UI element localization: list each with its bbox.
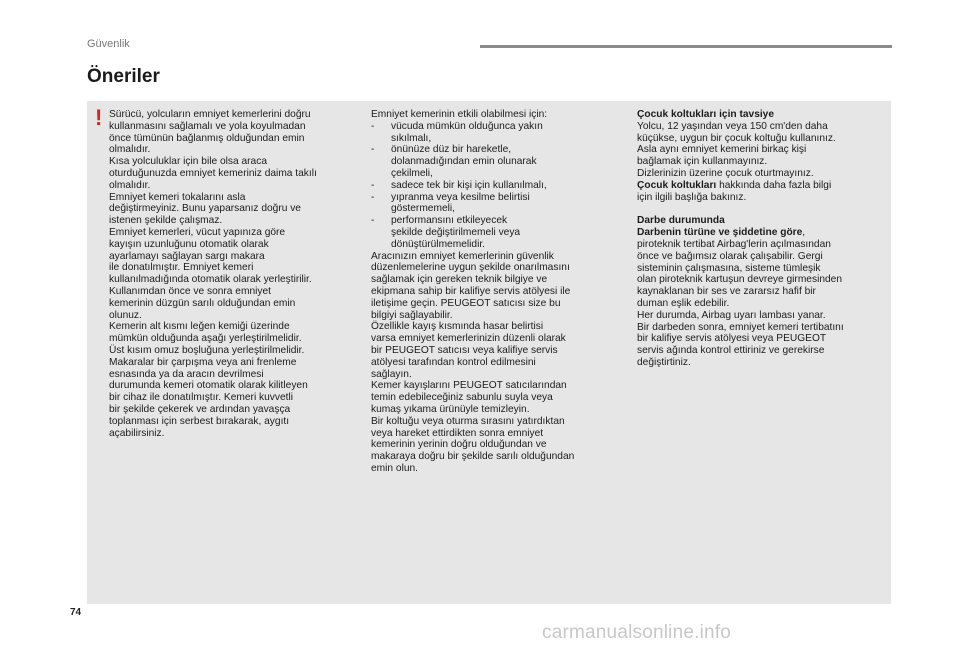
dash-bullet: - bbox=[371, 179, 375, 191]
text-line: olmalıdır. bbox=[109, 144, 151, 156]
list-item-line: şekilde değiştirilmemeli veya bbox=[391, 226, 521, 238]
text-line: olmalıdır. bbox=[109, 179, 151, 191]
text-line: kumaş yıkama ürünüyle temizleyin. bbox=[371, 403, 530, 415]
text-line: Her durumda, Airbag uyarı lambası yanar. bbox=[637, 309, 826, 321]
text-line: emin olun. bbox=[371, 462, 419, 474]
text-line: iletişime geçin. PEUGEOT satıcısı size bu bbox=[371, 297, 561, 309]
text-line: kemerinin düzgün sarılı olduğundan emin bbox=[109, 297, 296, 309]
impact-bold: Darbenin türüne ve şiddetine göre bbox=[637, 227, 803, 239]
text-line: kayışın uzunluğunu otomatik olarak bbox=[109, 238, 269, 250]
dash-bullet: - bbox=[371, 215, 375, 227]
child-seat-reference bbox=[637, 180, 887, 192]
col2-bullets bbox=[371, 121, 621, 251]
text-line: sağlamak için gereken teknik bilgiye ve bbox=[371, 274, 548, 286]
text-line: Bir koltuğu veya oturma sırasını yatırdıktan bbox=[371, 415, 565, 427]
text-line: ekipmana sahip bir kalifiye servis atölyesi ile bbox=[371, 285, 571, 297]
child-seat-ref-rest: hakkında daha fazla bilgi bbox=[716, 179, 832, 191]
text-line: bir şekilde çekerek ve ardından yavaşça bbox=[109, 403, 291, 415]
text-line: sağlayın. bbox=[371, 368, 412, 380]
child-seat-ref-line2: için ilgili başlığa bakınız. bbox=[637, 191, 747, 203]
text-line: bir PEUGEOT satıcısı veya kalifiye servis bbox=[371, 344, 558, 356]
text-line: Emniyet kemerleri, vücut yapınıza göre bbox=[109, 226, 286, 238]
text-line: bir kalifiye servis atölyesi veya PEUGEOT bbox=[637, 333, 827, 345]
list-item-line: performansını etkileyecek bbox=[391, 215, 508, 227]
col1-lines bbox=[109, 109, 359, 439]
list-item bbox=[371, 215, 621, 250]
text-line: Makaralar bir çarpışma veya ani frenleme bbox=[109, 356, 297, 368]
list-item bbox=[371, 192, 621, 216]
text-line: Üst kısım omuz boşluğuna yerleştirilmelidir. bbox=[109, 344, 305, 356]
text-line: bağlamak için kullanmayınız. bbox=[637, 156, 768, 168]
watermark: carmanualsonline.info bbox=[542, 622, 732, 643]
list-item-line: vücuda mümkün olduğunca yakın bbox=[391, 120, 543, 132]
list-item bbox=[371, 144, 621, 179]
text-line: makaraya doğru bir şekilde sarılı olduğundan bbox=[371, 451, 575, 463]
list-item-line: sadece tek bir kişi için kullanılmalı, bbox=[391, 179, 547, 191]
col2-lines bbox=[371, 251, 621, 475]
text-line: duman eşlik edebilir. bbox=[637, 297, 730, 309]
dash-bullet: - bbox=[371, 120, 375, 132]
list-item-line: dolanmadığından emin olunarak bbox=[391, 156, 537, 168]
text-line: önce ve bağımsız olarak çalışabilir. Gergi bbox=[637, 250, 823, 262]
child-seat-lines bbox=[637, 121, 887, 180]
text-line: esnasında ya da aracın devrilmesi bbox=[109, 368, 264, 380]
text-line: Kemerin alt kısmı leğen kemiği üzerinde bbox=[109, 321, 290, 333]
text-line: Dizlerinizin üzerine çocuk oturtmayınız. bbox=[637, 167, 814, 179]
column-effectiveness bbox=[371, 109, 621, 475]
text-line: ayarlamayı sağlayan sargı makara bbox=[109, 250, 265, 262]
spacer bbox=[637, 203, 887, 215]
page-number: 74 bbox=[70, 607, 82, 618]
dash-bullet: - bbox=[371, 144, 375, 156]
impact-heading: Darbe durumunda bbox=[637, 215, 725, 227]
text-line: istenen şekilde çalışmaz. bbox=[109, 215, 223, 227]
text-line: önce tümünün bağlanmış olduğundan emin bbox=[109, 132, 305, 144]
text-line: mümkün olduğunda aşağı yerleştirilmelidir. bbox=[109, 333, 302, 345]
dash-bullet: - bbox=[371, 191, 375, 203]
text-line: ile donatılmıştır. Emniyet kemeri bbox=[109, 262, 254, 274]
list-item-line: yıpranma veya kesilme belirtisi bbox=[391, 191, 530, 203]
text-line: oturduğunuzda emniyet kemeriniz daima takılı bbox=[109, 167, 317, 179]
text-line: kemerinin yerinin doğru olduğundan ve bbox=[371, 439, 547, 451]
list-item bbox=[371, 180, 621, 192]
text-line: sisteminin çalışmasına, sisteme tümleşik bbox=[637, 262, 821, 274]
text-line: değiştirmeyiniz. Bunu yaparsanız doğru ve bbox=[109, 203, 301, 215]
text-line: Asla aynı emniyet kemerini birkaç kişi bbox=[637, 144, 807, 156]
column-child-and-impact bbox=[637, 109, 887, 369]
text-line: varsa emniyet kemerlerinizin düzenli olarak bbox=[371, 333, 566, 345]
text-line: temin edebileceğiniz sabunlu suyla veya bbox=[371, 392, 553, 404]
text-line: küçükse, uygun bir çocuk koltuğu kullanınız. bbox=[637, 132, 836, 144]
list-item-line: çekilmeli, bbox=[391, 167, 433, 179]
warning-icon: ! bbox=[95, 105, 103, 130]
text-line: açabilirsiniz. bbox=[109, 427, 165, 439]
text-line: veya hareket ettirdikten sonra emniyet bbox=[371, 427, 544, 439]
text-line: olunuz. bbox=[109, 309, 142, 321]
text-line: Bir darbeden sonra, emniyet kemeri tertibatını bbox=[637, 321, 844, 333]
text-line: kullanılmadığında otomatik olarak yerleştirilir. bbox=[109, 274, 312, 286]
text-line: kaynaklanan bir ses ve zararsız hafif bir bbox=[637, 286, 816, 298]
text-line: olan piroteknik kartuşun devreye girmesinden bbox=[637, 274, 842, 286]
text-line: Kullanımdan önce ve sonra emniyet bbox=[109, 285, 271, 297]
page-title: Öneriler bbox=[87, 66, 160, 87]
list-item-line: göstermemeli, bbox=[391, 203, 455, 215]
text-line: kullanmasını sağlamalı ve yola koyulmadan bbox=[109, 120, 306, 132]
list-item bbox=[371, 121, 621, 145]
impact-lead bbox=[637, 227, 887, 239]
header-rule bbox=[480, 45, 892, 48]
text-line: Kemer kayışlarını PEUGEOT satıcılarından bbox=[371, 380, 567, 392]
column-safety-rules bbox=[109, 109, 359, 439]
list-item-line: dönüştürülmemelidir. bbox=[391, 238, 485, 250]
text-line: durumunda kemeri otomatik olarak kilitleyen bbox=[109, 380, 308, 392]
text-line: atölyesi tarafından kontrol edilmesini bbox=[371, 356, 536, 368]
text-line: Özellikle kayış kısmında hasar belirtisi bbox=[371, 321, 544, 333]
text-line: Sürücü, yolcuların emniyet kemerlerini doğru bbox=[109, 109, 311, 120]
impact-comma: , bbox=[802, 227, 806, 239]
text-line: Yolcu, 12 yaşından veya 150 cm'den daha bbox=[637, 120, 828, 132]
text-line: Aracınızın emniyet kemerlerinin güvenlik bbox=[371, 250, 554, 262]
text-line: düzenlemelerine uygun şekilde onarılmasını bbox=[371, 262, 570, 274]
text-line: toplanması için serbest bırakarak, aygıtı bbox=[109, 415, 290, 427]
col2-intro: Emniyet kemerinin etkili olabilmesi için: bbox=[371, 109, 548, 120]
text-line: Kısa yolculuklar için bile olsa araca bbox=[109, 156, 267, 168]
text-line: piroteknik tertibat Airbag'lerin açılmasından bbox=[637, 238, 831, 250]
text-line: bilgiyi sağlayabilir. bbox=[371, 309, 453, 321]
text-line: bir cihaz ile donatılmıştır. Kemeri kuvvetli bbox=[109, 392, 294, 404]
impact-lines bbox=[637, 239, 887, 369]
text-line: Emniyet kemeri tokalarını asla bbox=[109, 191, 246, 203]
child-seat-ref-bold: Çocuk koltukları bbox=[637, 179, 717, 191]
text-line: servis ağında kontrol ettiriniz ve gerekirse bbox=[637, 345, 825, 357]
section-label: Güvenlik bbox=[87, 38, 130, 50]
text-line: değiştirtiniz. bbox=[637, 356, 691, 368]
list-item-line: sıkılmalı, bbox=[391, 132, 432, 144]
child-seat-heading: Çocuk koltukları için tavsiye bbox=[637, 109, 775, 120]
list-item-line: önünüze düz bir hareketle, bbox=[391, 144, 512, 156]
